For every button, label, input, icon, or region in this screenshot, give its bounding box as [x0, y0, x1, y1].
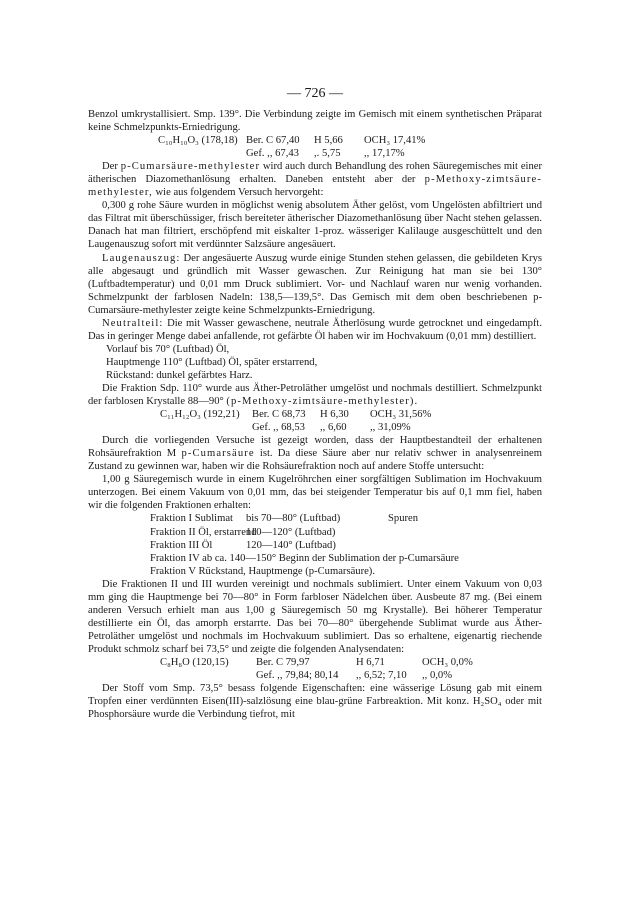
paragraph: Durch die vorliegenden Versuche ist gezeigt worden, dass der Hauptbestandteil der erhaltenen Rohsäurefraktion M p-Cumarsäure ist. Da diese Säure aber nur relativ schwer in analysenreinem Zustand zu gewinnen war, haben wir die Rohsäurefraktion noch auf andere Stoffe untersucht: — [88, 435, 542, 473]
analysis-block — [158, 134, 542, 160]
found-och3: ,, 17,17% — [364, 148, 405, 160]
paragraph: Neutralteil: Die mit Wasser gewaschene, neutrale Ätherlösung wurde getrocknet und eingedampft. Das in geringer Menge dabei anfallende, rot gefärbte Öl haben wir im Hochvakuum (0,01 mm) destilliert. — [88, 317, 543, 342]
list-item: Rückstand: dunkel gefärbtes Harz. — [106, 369, 253, 381]
found-h: ,, 6,52; 7,10 — [356, 670, 407, 682]
calc-och3: OCH₃ 0,0% — [422, 656, 473, 668]
calc-h: H 5,66 — [314, 135, 343, 147]
list-item: Vorlauf bis 70° (Luftbad) Öl, — [106, 343, 230, 355]
fraction-label: Fraktion V Rückstand, Hauptmenge (p-Cumarsäure). — [150, 565, 375, 577]
analysis-block — [160, 656, 542, 682]
body-text — [88, 108, 542, 721]
calc-och3: OCH₃ 17,41% — [364, 135, 426, 147]
fraction-table — [150, 512, 542, 577]
calc-c: Ber. C 67,40 — [246, 135, 300, 147]
calc-c: Ber. C 68,73 — [252, 409, 306, 421]
fraction-label: Fraktion III Öl — [150, 539, 213, 551]
found-c: Gef. ,, 79,84; 80,14 — [256, 670, 339, 682]
fraction-label: Fraktion II Öl, erstarrend — [150, 526, 257, 538]
calc-h: H 6,30 — [320, 409, 349, 421]
paragraph: Benzol umkrystallisiert. Smp. 139°. Die Verbindung zeigte im Gemisch mit einem synthetischen Präparat keine Schmelzpunkts-Erniedrigung. — [88, 109, 542, 134]
page-number: — 726 — — [287, 86, 343, 101]
found-c: Gef. ,, 67,43 — [246, 148, 299, 160]
formula: C₁₁H₁₂O₃ (192,21) — [160, 409, 240, 421]
calc-c: Ber. C 79,97 — [256, 656, 310, 668]
formula: C₁₀H₁₀O₃ (178,18) — [158, 135, 238, 147]
paragraph: Der Stoff vom Smp. 73,5° besass folgende Eigenschaften: eine wässerige Lösung gab mit einem Tropfen einer verdünnten Eisen(III)-salzlösung eine blau-grüne Farbreaktion. Mit konz. H₂SO₄ oder mit Phosphorsäure wurde die Verbindung tiefrot, mit — [88, 683, 542, 721]
calc-h: H 6,71 — [356, 656, 385, 668]
analysis-block — [160, 408, 542, 434]
paragraph: Der p-Cumarsäure-methylester wird auch durch Behandlung des rohen Säuregemisches mit einer ätherischen Diazomethanlösung erhalten. Daneben entsteht aber der p-Methoxy-zimtsäure-methylester, wie aus folgendem Versuch hervorgeht: — [88, 161, 542, 199]
fraction-temp: 110—120° (Luftbad) — [246, 526, 336, 538]
fraction-label: Fraktion IV ab ca. 140—150° Beginn der Sublimation der p-Cumarsäure — [150, 552, 459, 564]
found-h: ,, 6,60 — [320, 422, 347, 434]
list-item: Hauptmenge 110° (Luftbad) Öl, später erstarrend, — [106, 356, 318, 368]
paragraph: 0,300 g rohe Säure wurden in möglichst wenig absolutem Äther gelöst, vom Ungelösten abfiltriert und das Filtrat mit überschüssiger, frisch bereiteter ätherischer Diazomethanlösung über Nacht stehen gelassen. Danach hat man filtriert, erschöpfend mit eiskalter 1-proz. wässeriger Kalilauge ausgeschüttelt und den Laugenauszug sofort mit verdünnter Salzsäure angesäuert. — [88, 200, 542, 251]
fraction-note: Spuren — [388, 513, 419, 525]
found-c: Gef. ,, 68,53 — [252, 422, 305, 434]
found-och3: ,, 0,0% — [422, 670, 453, 682]
found-h: ,. 5,75 — [314, 148, 341, 160]
formula: C₈H₈O (120,15) — [160, 656, 229, 668]
paragraph: Laugenauszug: Der angesäuerte Auszug wurde einige Stunden stehen gelassen, die gebildeten Krys alle abgesaugt und gründlich mit Wasser gewaschen. Zur Reinigung hat man sie bei 130° (Luftbadtemperatur) und 0,01 mm Druck sublimiert. Vor- und Nachlauf waren nur wenig vorhanden. Schmelzpunkt der farblosen Nadeln: 138,5—139,5°. Das Gemisch mit dem oben beschriebenen p-Cumarsäure-methylester zeigte keine Schmelzpunkts-Erniedrigung. — [88, 252, 542, 316]
fraction-temp: 120—140° (Luftbad) — [246, 539, 336, 551]
fraction-label: Fraktion I Sublimat — [150, 513, 233, 525]
paragraph: Die Fraktion Sdp. 110° wurde aus Äther-Petroläther umgelöst und nochmals destilliert. Schmelzpunkt der farblosen Krystalle 88—90° (p-Methoxy-zimtsäure-methylester). — [88, 382, 542, 408]
found-och3: ,, 31,09% — [370, 422, 411, 434]
paragraph: Die Fraktionen II und III wurden vereinigt und nochmals sublimiert. Unter einem Vakuum von 0,03 mm ging die Hauptmenge bei 70—80° in Form farbloser Nädelchen über. Ausbeute 87 mg. (Bei einem anderen Versuch erhielt man aus 1,00 g Säuregemisch 50 mg Krystalle). Bei höherer Temperatur destillierte ein Öl, das amorph erstarrte. Das bei 70—80° übergehende Sublimat wurde aus Äther-Petroläther umgelöst und nochmals im Hochvakuum sublimiert. Das so erhaltene, eigenartig riechende Produkt schmolz scharf bei 73,5° und zeigte die folgenden Analysendaten: — [88, 578, 542, 655]
calc-och3: OCH₃ 31,56% — [370, 409, 432, 421]
fraction-temp: bis 70—80° (Luftbad) — [246, 513, 341, 525]
distillation-list — [106, 343, 542, 382]
paragraph: 1,00 g Säuregemisch wurde in einem Kugelröhrchen einer sorgfältigen Sublimation im Hochvakuum unterzogen. Bei einem Vakuum von 0,01 mm, das bei steigender Temperatur bis auf 0,1 mm fiel, haben wir die folgenden Fraktionen erhalten: — [88, 474, 542, 512]
